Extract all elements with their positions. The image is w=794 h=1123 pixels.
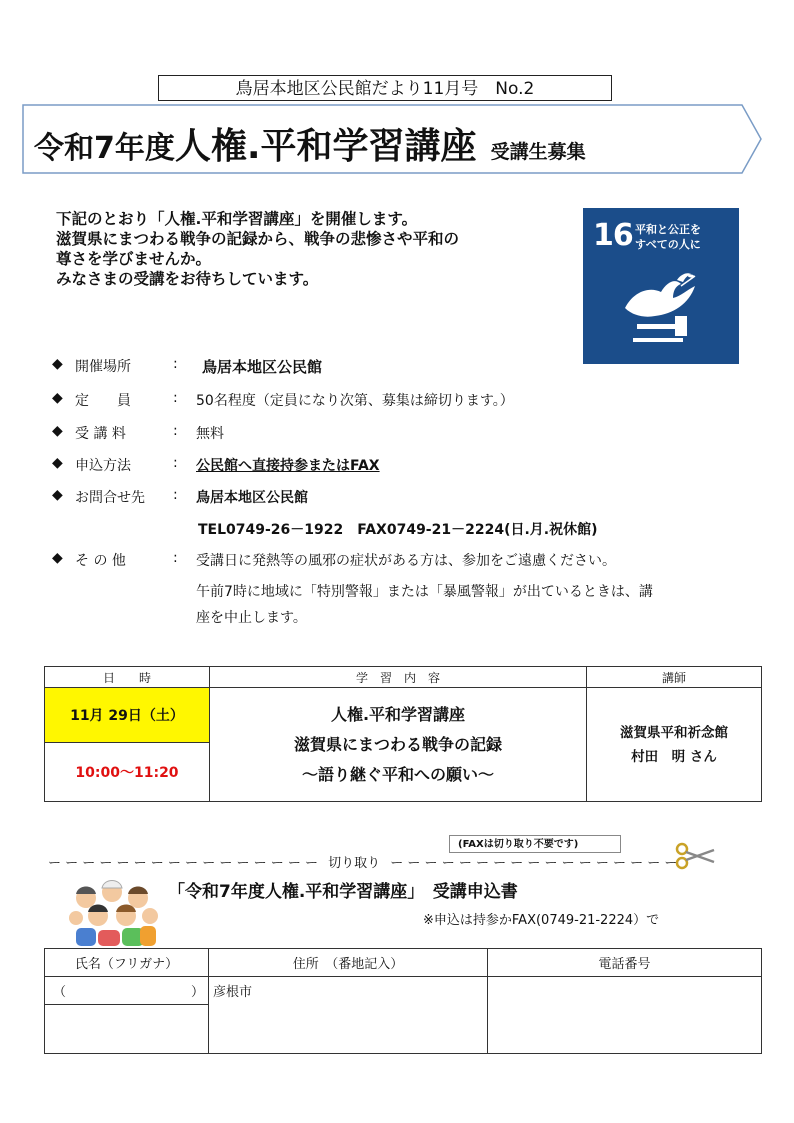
capacity-value: 50名程度（定員になり次第、募集は締切ります。） [196, 393, 514, 409]
content-line: ～語り継ぐ平和への願い～ [301, 764, 494, 784]
form-note: ※申込は持参かFAX(0749-21-2224）で [423, 913, 660, 928]
bullet-icon: ◆ [52, 423, 63, 439]
contact-phone: TEL0749-26－1922 FAX0749-21－2224(日.月.祝休館) [198, 522, 598, 538]
header-lecturer: 講師 [587, 667, 762, 688]
intro-line: 滋賀県にまつわる戦争の記録から、戦争の悲惨さや平和の [56, 230, 460, 248]
newsletter-title: 鳥居本地区公民館だより11月号 No.2 [158, 75, 612, 101]
cut-dashes: ー ー ー ー ー ー ー ー ー ー ー ー ー ー ー ー ー [390, 856, 678, 871]
info-label: 開催場所 [75, 359, 131, 375]
info-label: 申込方法 [75, 458, 131, 474]
header-address: 住所 （番地記入） [209, 949, 488, 977]
schedule-time: 10:00～11:20 [45, 743, 210, 802]
info-colon: : [173, 550, 178, 566]
info-colon: : [173, 487, 178, 503]
content-line: 滋賀県にまつわる戦争の記録 [293, 734, 502, 754]
sdg-caption [635, 222, 701, 252]
table-header-row [45, 667, 762, 688]
bullet-icon: ◆ [52, 390, 63, 406]
header-name: 氏名（フリガナ） [45, 949, 209, 977]
title-main-text: 人権.平和学習講座 [174, 126, 477, 167]
info-label: 受 講 料 [75, 426, 126, 442]
schedule-date: 11月 29日（土） [45, 688, 210, 743]
info-colon: : [173, 423, 178, 439]
address-field[interactable] [209, 977, 488, 1054]
bullet-icon: ◆ [52, 550, 63, 566]
sdg-number: 16 [593, 218, 633, 253]
page-title [34, 118, 586, 169]
info-label: お問合せ先 [75, 490, 145, 506]
title-prefix: 令和7年度 [34, 131, 175, 166]
cut-line [48, 852, 678, 871]
info-colon: : [173, 390, 178, 406]
intro-text [56, 209, 576, 289]
name-field[interactable] [45, 1005, 209, 1054]
paren-open: （ [53, 985, 67, 1000]
fee-value: 無料 [196, 426, 224, 442]
sdg16-badge [583, 208, 739, 364]
paren-close: ） [190, 985, 204, 1000]
schedule-content [210, 688, 587, 802]
other-value-3: 座を中止します。 [196, 610, 307, 626]
info-label: 定 員 [75, 393, 131, 409]
bullet-icon: ◆ [52, 487, 63, 503]
lecturer-line: 滋賀県平和祈念館 [620, 724, 728, 741]
other-value: 受講日に発熱等の風邪の症状がある方は、参加をご遠慮ください。 [196, 553, 616, 569]
header-phone: 電話番号 [488, 949, 762, 977]
scissors-icon [674, 842, 716, 870]
schedule-lecturer [587, 688, 762, 802]
table-row [45, 688, 762, 743]
content-line: 人権.平和学習講座 [330, 704, 466, 724]
apply-value: 公民館へ直接持参またはFAX [196, 458, 380, 474]
bullet-icon: ◆ [52, 356, 63, 372]
form-title: 「令和7年度人権.平和学習講座」 受講申込書 [168, 882, 518, 902]
schedule-table [44, 666, 762, 802]
phone-field[interactable] [488, 977, 762, 1054]
intro-line: 下記のとおり「人権.平和学習講座」を開催します。 [56, 210, 418, 228]
cut-dashes: ー ー ー ー ー ー ー ー ー ー ー ー ー ー ー ー [48, 856, 318, 871]
bullet-icon: ◆ [52, 455, 63, 471]
intro-line: みなさまの受講をお待ちしています。 [56, 270, 319, 288]
address-prefix: 彦根市 [213, 985, 253, 1000]
dove-gavel-icon [615, 270, 705, 350]
title-suffix: 受講生募集 [490, 141, 586, 163]
cut-label: 切り取り [328, 856, 381, 871]
info-label: そ の 他 [75, 553, 126, 569]
header-content: 学 習 内 容 [210, 667, 587, 688]
people-group-icon [68, 876, 158, 948]
sdg-caption-line: 平和と公正を [635, 223, 701, 236]
intro-line: 尊さを学びませんか。 [56, 250, 212, 268]
sdg-caption-line: すべての人に [635, 238, 701, 251]
application-form [44, 948, 762, 1054]
form-row [45, 977, 762, 1005]
form-header-row [45, 949, 762, 977]
furigana-field[interactable] [45, 977, 209, 1005]
info-colon: : [173, 356, 178, 372]
info-colon: : [173, 455, 178, 471]
fax-note: (FAXは切り取り不要です) [449, 835, 621, 853]
header-datetime: 日 時 [45, 667, 210, 688]
lecturer-line: 村田 明 さん [631, 748, 717, 765]
venue-value: 鳥居本地区公民館 [202, 358, 323, 376]
other-value-2: 午前7時に地域に「特別警報」または「暴風警報」が出ているときは、講 [196, 584, 653, 600]
contact-value: 鳥居本地区公民館 [196, 490, 308, 506]
